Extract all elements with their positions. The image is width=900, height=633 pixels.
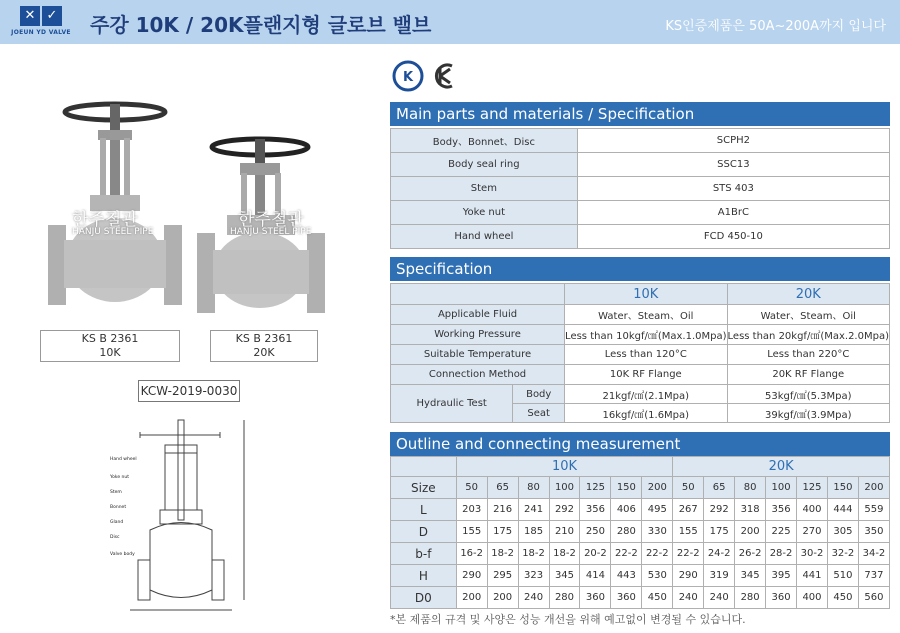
drawing-label-gland: Gland: [110, 520, 124, 525]
cross-section-drawing: [110, 410, 255, 625]
outline-row-label: D: [391, 521, 457, 543]
outline-cell: 200: [642, 477, 673, 499]
table-row: Working Pressure Less than 10kgf/㎠(Max.1.0Mpa) Less than 20kgf/㎠(Max.2.0Mpa): [391, 325, 890, 345]
outline-cell: 414: [580, 565, 611, 587]
outline-row-label: Size: [391, 477, 457, 499]
outline-cell: 250: [580, 521, 611, 543]
drawing-label-disc: Disc: [110, 535, 120, 540]
materials-table: [390, 128, 890, 249]
outline-cell: 356: [580, 499, 611, 521]
outline-cell: 737: [858, 565, 889, 587]
drawing-label-stem: Stem: [110, 490, 122, 495]
outline-cell: 360: [766, 587, 797, 609]
drawing-label-valve-body: Valve body: [110, 552, 135, 557]
outline-cell: 323: [518, 565, 549, 587]
outline-cell: 400: [797, 499, 828, 521]
outline-cell: 560: [858, 587, 889, 609]
outline-cell: 345: [735, 565, 766, 587]
outline-cell: 150: [827, 477, 858, 499]
table-row: [391, 499, 890, 521]
outline-section-title: Outline and connecting measurement: [390, 432, 890, 456]
outline-cell: 443: [611, 565, 642, 587]
outline-cell: 356: [766, 499, 797, 521]
outline-cell: 65: [704, 477, 735, 499]
outline-cell: 34-2: [858, 543, 889, 565]
watermark-korean-2: 한주철관: [238, 210, 304, 230]
drawing-label-hand-wheel: Hand wheel: [110, 457, 137, 462]
materials-section-title: Main parts and materials / Specification: [390, 102, 890, 126]
table-row: [391, 587, 890, 609]
outline-cell: 240: [673, 587, 704, 609]
outline-cell: 290: [673, 565, 704, 587]
outline-cell: 216: [487, 499, 518, 521]
outline-cell: 280: [549, 587, 580, 609]
outline-cell: 65: [487, 477, 518, 499]
outline-group-10k: 10K: [456, 457, 673, 477]
table-row: Body、Bonnet、Disc SCPH2: [391, 129, 890, 153]
outline-cell: 203: [456, 499, 487, 521]
outline-cell: 125: [797, 477, 828, 499]
outline-cell: 441: [797, 565, 828, 587]
outline-cell: 292: [704, 499, 735, 521]
outline-cell: 267: [673, 499, 704, 521]
outline-cell: 18-2: [518, 543, 549, 565]
outline-cell: 200: [487, 587, 518, 609]
outline-cell: 175: [704, 521, 735, 543]
caption-20k: [210, 330, 318, 362]
ks-mark-icon: [392, 60, 424, 92]
outline-cell: 241: [518, 499, 549, 521]
outline-cell: 295: [487, 565, 518, 587]
table-row: Yoke nut A1BrC: [391, 201, 890, 225]
outline-cell: 80: [518, 477, 549, 499]
outline-cell: 185: [518, 521, 549, 543]
outline-cell: 30-2: [797, 543, 828, 565]
watermark-korean-1: 한주철관: [72, 210, 138, 230]
table-row: Hydraulic Test Body 21kgf/㎠(2.1Mpa) 53kgf/㎠(5.3Mpa): [391, 385, 890, 404]
page-title: 주강 10K / 20K플랜지형 글로브 밸브: [90, 13, 432, 37]
table-row: Seat 16kgf/㎠(1.6Mpa) 39kgf/㎠(3.9Mpa): [391, 404, 890, 423]
outline-cell: 319: [704, 565, 735, 587]
outline-cell: 350: [858, 521, 889, 543]
outline-cell: 200: [456, 587, 487, 609]
outline-cell: 559: [858, 499, 889, 521]
outline-group-20k: 20K: [673, 457, 890, 477]
outline-cell: 292: [549, 499, 580, 521]
table-row: Stem STS 403: [391, 177, 890, 201]
table-row: Applicable Fluid Water、Steam、Oil Water、Steam、Oil: [391, 305, 890, 325]
outline-cell: 406: [611, 499, 642, 521]
outline-cell: 155: [673, 521, 704, 543]
table-row: Connection Method 10K RF Flange 20K RF Flange: [391, 365, 890, 385]
caption-20k-standard: KS B 2361: [235, 332, 293, 345]
table-row: [391, 477, 890, 499]
outline-cell: 26-2: [735, 543, 766, 565]
outline-cell: 240: [704, 587, 735, 609]
outline-cell: 200: [858, 477, 889, 499]
outline-cell: 80: [735, 477, 766, 499]
caption-10k: [40, 330, 180, 362]
outline-cell: 18-2: [549, 543, 580, 565]
table-row: [391, 565, 890, 587]
caption-10k-standard: KS B 2361: [81, 332, 139, 345]
outline-cell: 510: [827, 565, 858, 587]
table-row: 10K 20K: [391, 284, 890, 305]
table-row: [391, 521, 890, 543]
outline-cell: 444: [827, 499, 858, 521]
outline-cell: 530: [642, 565, 673, 587]
outline-cell: 360: [611, 587, 642, 609]
svg-text:K: K: [402, 70, 414, 85]
outline-cell: 32-2: [827, 543, 858, 565]
outline-cell: 305: [827, 521, 858, 543]
outline-cell: 240: [518, 587, 549, 609]
table-row: Suitable Temperature Less than 120°C Less than 220°C: [391, 345, 890, 365]
outline-cell: 28-2: [766, 543, 797, 565]
outline-cell: 24-2: [704, 543, 735, 565]
outline-cell: 175: [487, 521, 518, 543]
drawing-label-bonnet: Bonnet: [110, 505, 127, 510]
outline-row-label: H: [391, 565, 457, 587]
spec-table: [390, 283, 890, 423]
outline-cell: 155: [456, 521, 487, 543]
outline-cell: 210: [549, 521, 580, 543]
outline-cell: 495: [642, 499, 673, 521]
outline-cell: 395: [766, 565, 797, 587]
outline-cell: 50: [673, 477, 704, 499]
outline-cell: 225: [766, 521, 797, 543]
watermark-english-2: HANJU STEEL PIPE: [230, 227, 312, 237]
outline-cell: 450: [827, 587, 858, 609]
outline-cell: 16-2: [456, 543, 487, 565]
logo-text: JOEUN YD VALVE: [11, 29, 71, 36]
caption-10k-grade: 10K: [99, 346, 121, 359]
outline-row-label: b-f: [391, 543, 457, 565]
outline-cell: 125: [580, 477, 611, 499]
spec-section-title: Specification: [390, 257, 890, 281]
table-row: Hand wheel FCD 450-10: [391, 225, 890, 249]
outline-cell: 100: [766, 477, 797, 499]
logo-cross-icon: ✕: [20, 6, 40, 26]
outline-cell: 450: [642, 587, 673, 609]
outline-cell: 18-2: [487, 543, 518, 565]
logo-check-icon: ✓: [42, 6, 62, 26]
drawing-label-yoke-nut: Yoke nut: [110, 475, 130, 480]
outline-row-label: D0: [391, 587, 457, 609]
table-row: [391, 457, 890, 477]
caption-20k-grade: 20K: [253, 346, 275, 359]
outline-cell: 50: [456, 477, 487, 499]
outline-cell: 270: [797, 521, 828, 543]
footer-note: *본 제품의 규격 및 사양은 성능 개선을 위해 예고없이 변경될 수 있습니다.: [390, 613, 746, 626]
outline-cell: 22-2: [673, 543, 704, 565]
outline-cell: 400: [797, 587, 828, 609]
ks-cert-note: KS인증제품은 50A~200A까지 입니다: [665, 19, 886, 34]
outline-cell: 20-2: [580, 543, 611, 565]
outline-cell: 22-2: [611, 543, 642, 565]
outline-row-label: L: [391, 499, 457, 521]
company-logo: [10, 6, 72, 40]
outline-cell: 280: [735, 587, 766, 609]
outline-cell: 150: [611, 477, 642, 499]
outline-cell: 360: [580, 587, 611, 609]
outline-cell: 100: [549, 477, 580, 499]
table-row: [391, 543, 890, 565]
kc-mark-icon: [430, 60, 462, 92]
outline-cell: 22-2: [642, 543, 673, 565]
table-row: Body seal ring SSC13: [391, 153, 890, 177]
outline-cell: 200: [735, 521, 766, 543]
outline-cell: 290: [456, 565, 487, 587]
outline-cell: 330: [642, 521, 673, 543]
drawing-code: KCW-2019-0030: [138, 380, 240, 402]
outline-cell: 345: [549, 565, 580, 587]
outline-cell: 280: [611, 521, 642, 543]
outline-cell: 318: [735, 499, 766, 521]
outline-table: [390, 456, 890, 609]
watermark-english-1: HANJU STEEL PIPE: [72, 227, 154, 237]
